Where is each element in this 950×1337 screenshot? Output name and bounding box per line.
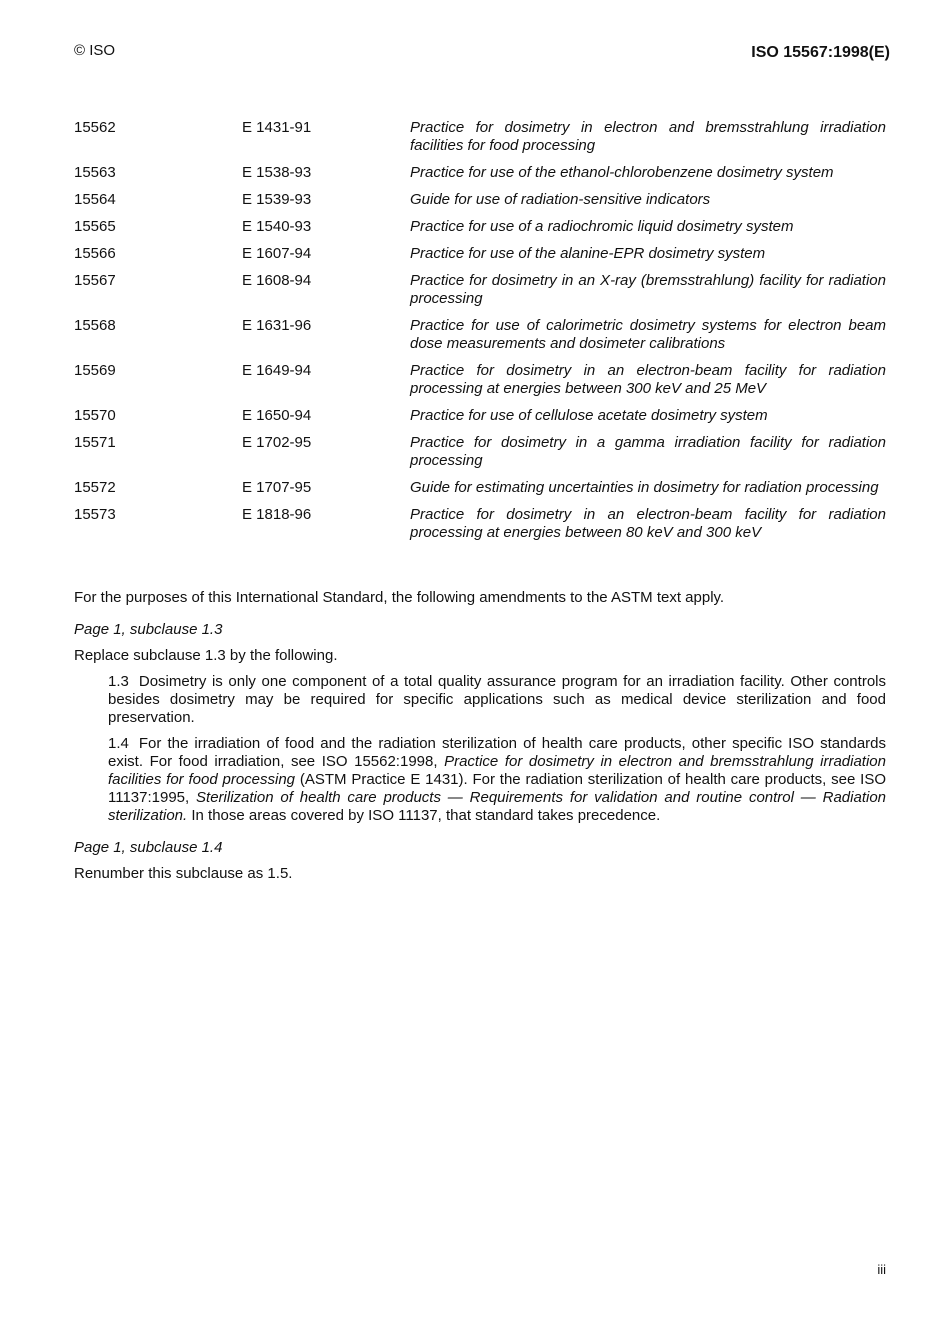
iso-number: 15569 — [74, 362, 116, 379]
iso-number: 15570 — [74, 407, 116, 424]
cited-title: Sterilization of health care products — Requirements for validation and routine control — Radiation sterilization. — [108, 789, 886, 824]
astm-number: E 1702-95 — [242, 434, 312, 451]
standard-title: Practice for dosimetry in an electron-beam facility for radiation processing at energies between 80 keV and 300 keV — [410, 506, 886, 541]
intro-paragraph: For the purposes of this International Standard, the following amendments to the ASTM text apply. — [74, 589, 725, 606]
iso-number: 15563 — [74, 164, 116, 181]
clause-text: (ASTM Practice E 1431). For the radiation sterilization of health care products, see ISO 11137:1995, — [108, 771, 886, 806]
amendments-section — [74, 589, 886, 891]
astm-number: E 1539-93 — [242, 191, 312, 208]
astm-number: E 1608-94 — [242, 272, 312, 289]
astm-number: E 1649-94 — [242, 362, 312, 379]
standard-title: Practice for use of cellulose acetate dosimetry system — [410, 407, 768, 424]
replace-instruction: Replace subclause 1.3 by the following. — [74, 647, 338, 664]
table-row — [74, 434, 886, 479]
standard-title: Guide for estimating uncertainties in dosimetry for radiation processing — [410, 479, 879, 496]
iso-number: 15571 — [74, 434, 116, 451]
page-header — [74, 42, 890, 62]
page-number: iii — [877, 1262, 886, 1277]
standard-title: Practice for use of a radiochromic liquid dosimetry system — [410, 218, 794, 235]
copyright-notice: © ISO — [74, 42, 116, 59]
renumber-instruction: Renumber this subclause as 1.5. — [74, 865, 293, 882]
iso-number: 15565 — [74, 218, 116, 235]
astm-number: E 1631-96 — [242, 317, 312, 334]
iso-number: 15568 — [74, 317, 116, 334]
cited-title: Practice for dosimetry in electron and bremsstrahlung irradiation facilities for food processing — [108, 753, 886, 788]
iso-number: 15566 — [74, 245, 116, 262]
standard-title: Practice for dosimetry in an electron-beam facility for radiation processing at energies between 300 keV and 25 MeV — [410, 362, 886, 397]
table-row — [74, 317, 886, 362]
clause-number: 1.4 — [108, 735, 129, 752]
table-row — [74, 479, 886, 506]
standards-table — [74, 119, 886, 551]
iso-number: 15564 — [74, 191, 116, 208]
section-heading-1-3: Page 1, subclause 1.3 — [74, 621, 223, 638]
standard-title: Practice for dosimetry in electron and bremsstrahlung irradiation facilities for food processing — [410, 119, 886, 154]
iso-number: 15572 — [74, 479, 116, 496]
iso-number: 15573 — [74, 506, 116, 523]
table-row — [74, 119, 886, 164]
astm-number: E 1650-94 — [242, 407, 312, 424]
table-row — [74, 218, 886, 245]
astm-number: E 1431-91 — [242, 119, 312, 136]
astm-number: E 1707-95 — [242, 479, 312, 496]
iso-number: 15567 — [74, 272, 116, 289]
astm-number: E 1607-94 — [242, 245, 312, 262]
clause-1-4 — [108, 735, 886, 825]
standard-title: Practice for use of calorimetric dosimetry systems for electron beam dose measurements and dosimeter calibrations — [410, 317, 886, 352]
astm-number: E 1540-93 — [242, 218, 312, 235]
clause-number: 1.3 — [108, 673, 129, 690]
standard-title: Practice for dosimetry in a gamma irradiation facility for radiation processing — [410, 434, 886, 469]
clause-text: Dosimetry is only one component of a total quality assurance program for an irradiation facility. Other controls besides dosimetry may be required for specific applications such as medical device sterilization and food preservation. — [108, 673, 886, 726]
standard-title: Practice for dosimetry in an X-ray (bremsstrahlung) facility for radiation processing — [410, 272, 886, 307]
table-row — [74, 506, 886, 551]
table-row — [74, 362, 886, 407]
astm-number: E 1818-96 — [242, 506, 312, 523]
clause-text: In those areas covered by ISO 11137, that standard takes precedence. — [187, 807, 661, 824]
iso-number: 15562 — [74, 119, 116, 136]
clause-text: For the irradiation of food and the radiation sterilization of health care products, other specific ISO standards exist. For food irradiation, see ISO 15562:1998, — [108, 735, 886, 770]
table-row — [74, 191, 886, 218]
clause-1-3 — [108, 673, 886, 727]
table-row — [74, 272, 886, 317]
section-heading-1-4: Page 1, subclause 1.4 — [74, 839, 223, 856]
standard-identifier: ISO 15567:1998(E) — [751, 44, 890, 61]
table-row — [74, 245, 886, 272]
standard-title: Practice for use of the alanine-EPR dosimetry system — [410, 245, 766, 262]
table-row — [74, 164, 886, 191]
astm-number: E 1538-93 — [242, 164, 312, 181]
standard-title: Guide for use of radiation-sensitive indicators — [410, 191, 711, 208]
table-row — [74, 407, 886, 434]
standard-title: Practice for use of the ethanol-chlorobenzene dosimetry system — [410, 164, 834, 181]
